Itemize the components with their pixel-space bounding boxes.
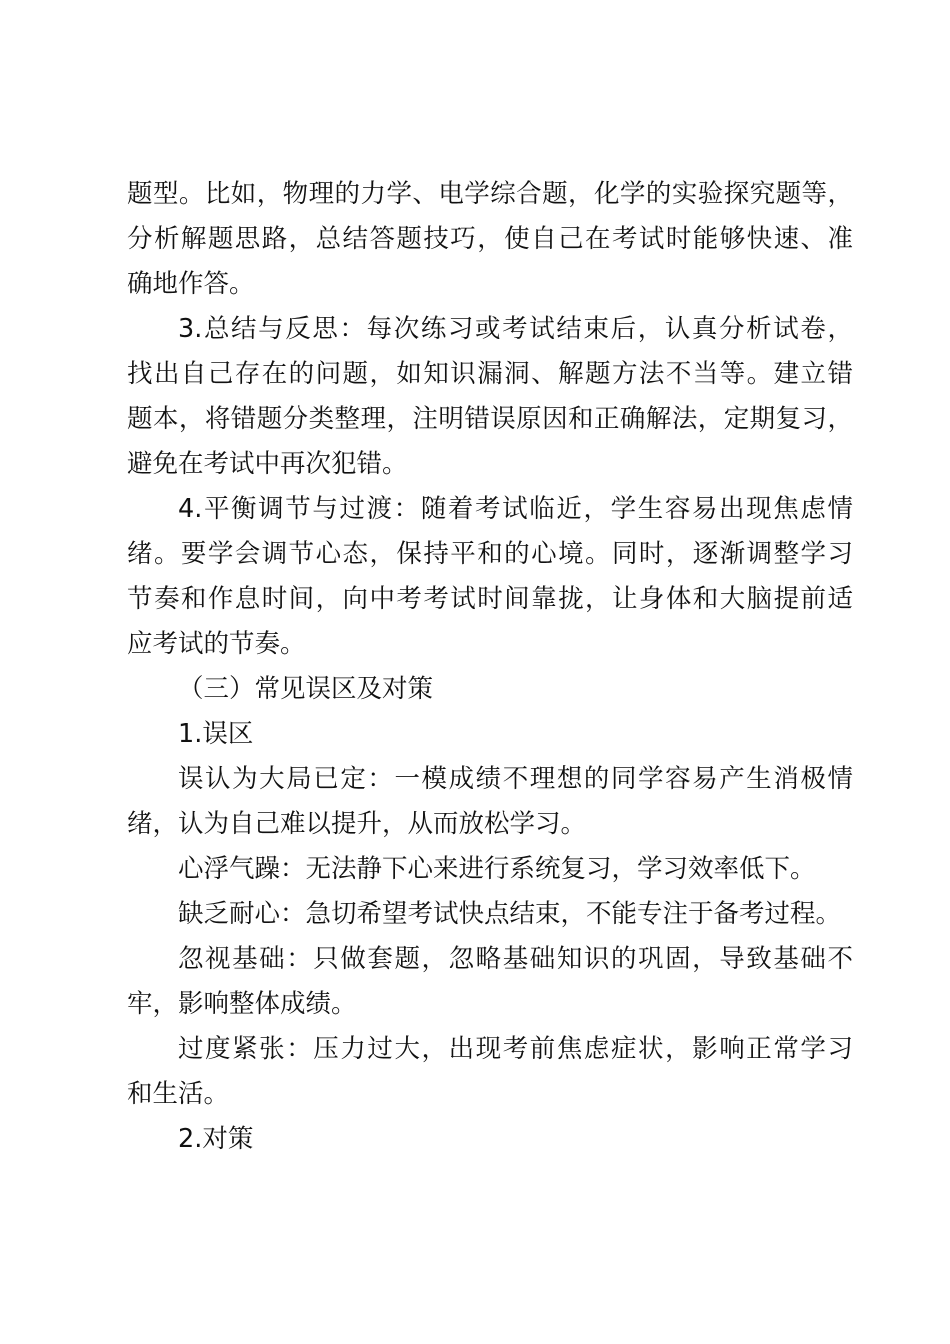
section-heading: （三）常见误区及对策: [178, 674, 434, 704]
subheading: 2.对策: [178, 1124, 254, 1154]
text-line: 找出自己存在的问题，如知识漏洞、解题方法不当等。建立错: [127, 359, 853, 389]
text-line: 过度紧张：压力过大，出现考前焦虑症状，影响正常学习: [178, 1034, 853, 1064]
text-line: 分析解题思路，总结答题技巧，使自己在考试时能够快速、准: [127, 224, 853, 254]
body-text: [127, 172, 853, 1162]
text-line: 缺乏耐心：急切希望考试快点结束，不能专注于备考过程。: [178, 899, 842, 929]
text-line: 和生活。: [127, 1079, 230, 1109]
text-line: 4.平衡调节与过渡：随着考试临近，学生容易出现焦虑情: [178, 494, 853, 524]
text-line: 避免在考试中再次犯错。: [127, 449, 408, 479]
text-line: 确地作答。: [127, 269, 255, 299]
text-line: 牢，影响整体成绩。: [127, 989, 357, 1019]
text-line: 绪。要学会调节心态，保持平和的心境。同时，逐渐调整学习: [127, 539, 853, 569]
text-line: 3.总结与反思：每次练习或考试结束后，认真分析试卷，: [178, 314, 853, 344]
subheading: 1.误区: [178, 719, 254, 749]
text-line: 误认为大局已定：一模成绩不理想的同学容易产生消极情: [178, 764, 853, 794]
text-line: 题型。比如，物理的力学、电学综合题，化学的实验探究题等，: [127, 179, 853, 209]
text-line: 题本，将错题分类整理，注明错误原因和正确解法，定期复习，: [127, 404, 853, 434]
text-line: 绪，认为自己难以提升，从而放松学习。: [127, 809, 587, 839]
text-line: 应考试的节奏。: [127, 629, 306, 659]
text-line: 忽视基础：只做套题，忽略基础知识的巩固，导致基础不: [178, 944, 853, 974]
text-line: 节奏和作息时间，向中考考试时间靠拢，让身体和大脑提前适: [127, 584, 853, 614]
text-line: 心浮气躁：无法静下心来进行系统复习，学习效率低下。: [178, 854, 816, 884]
